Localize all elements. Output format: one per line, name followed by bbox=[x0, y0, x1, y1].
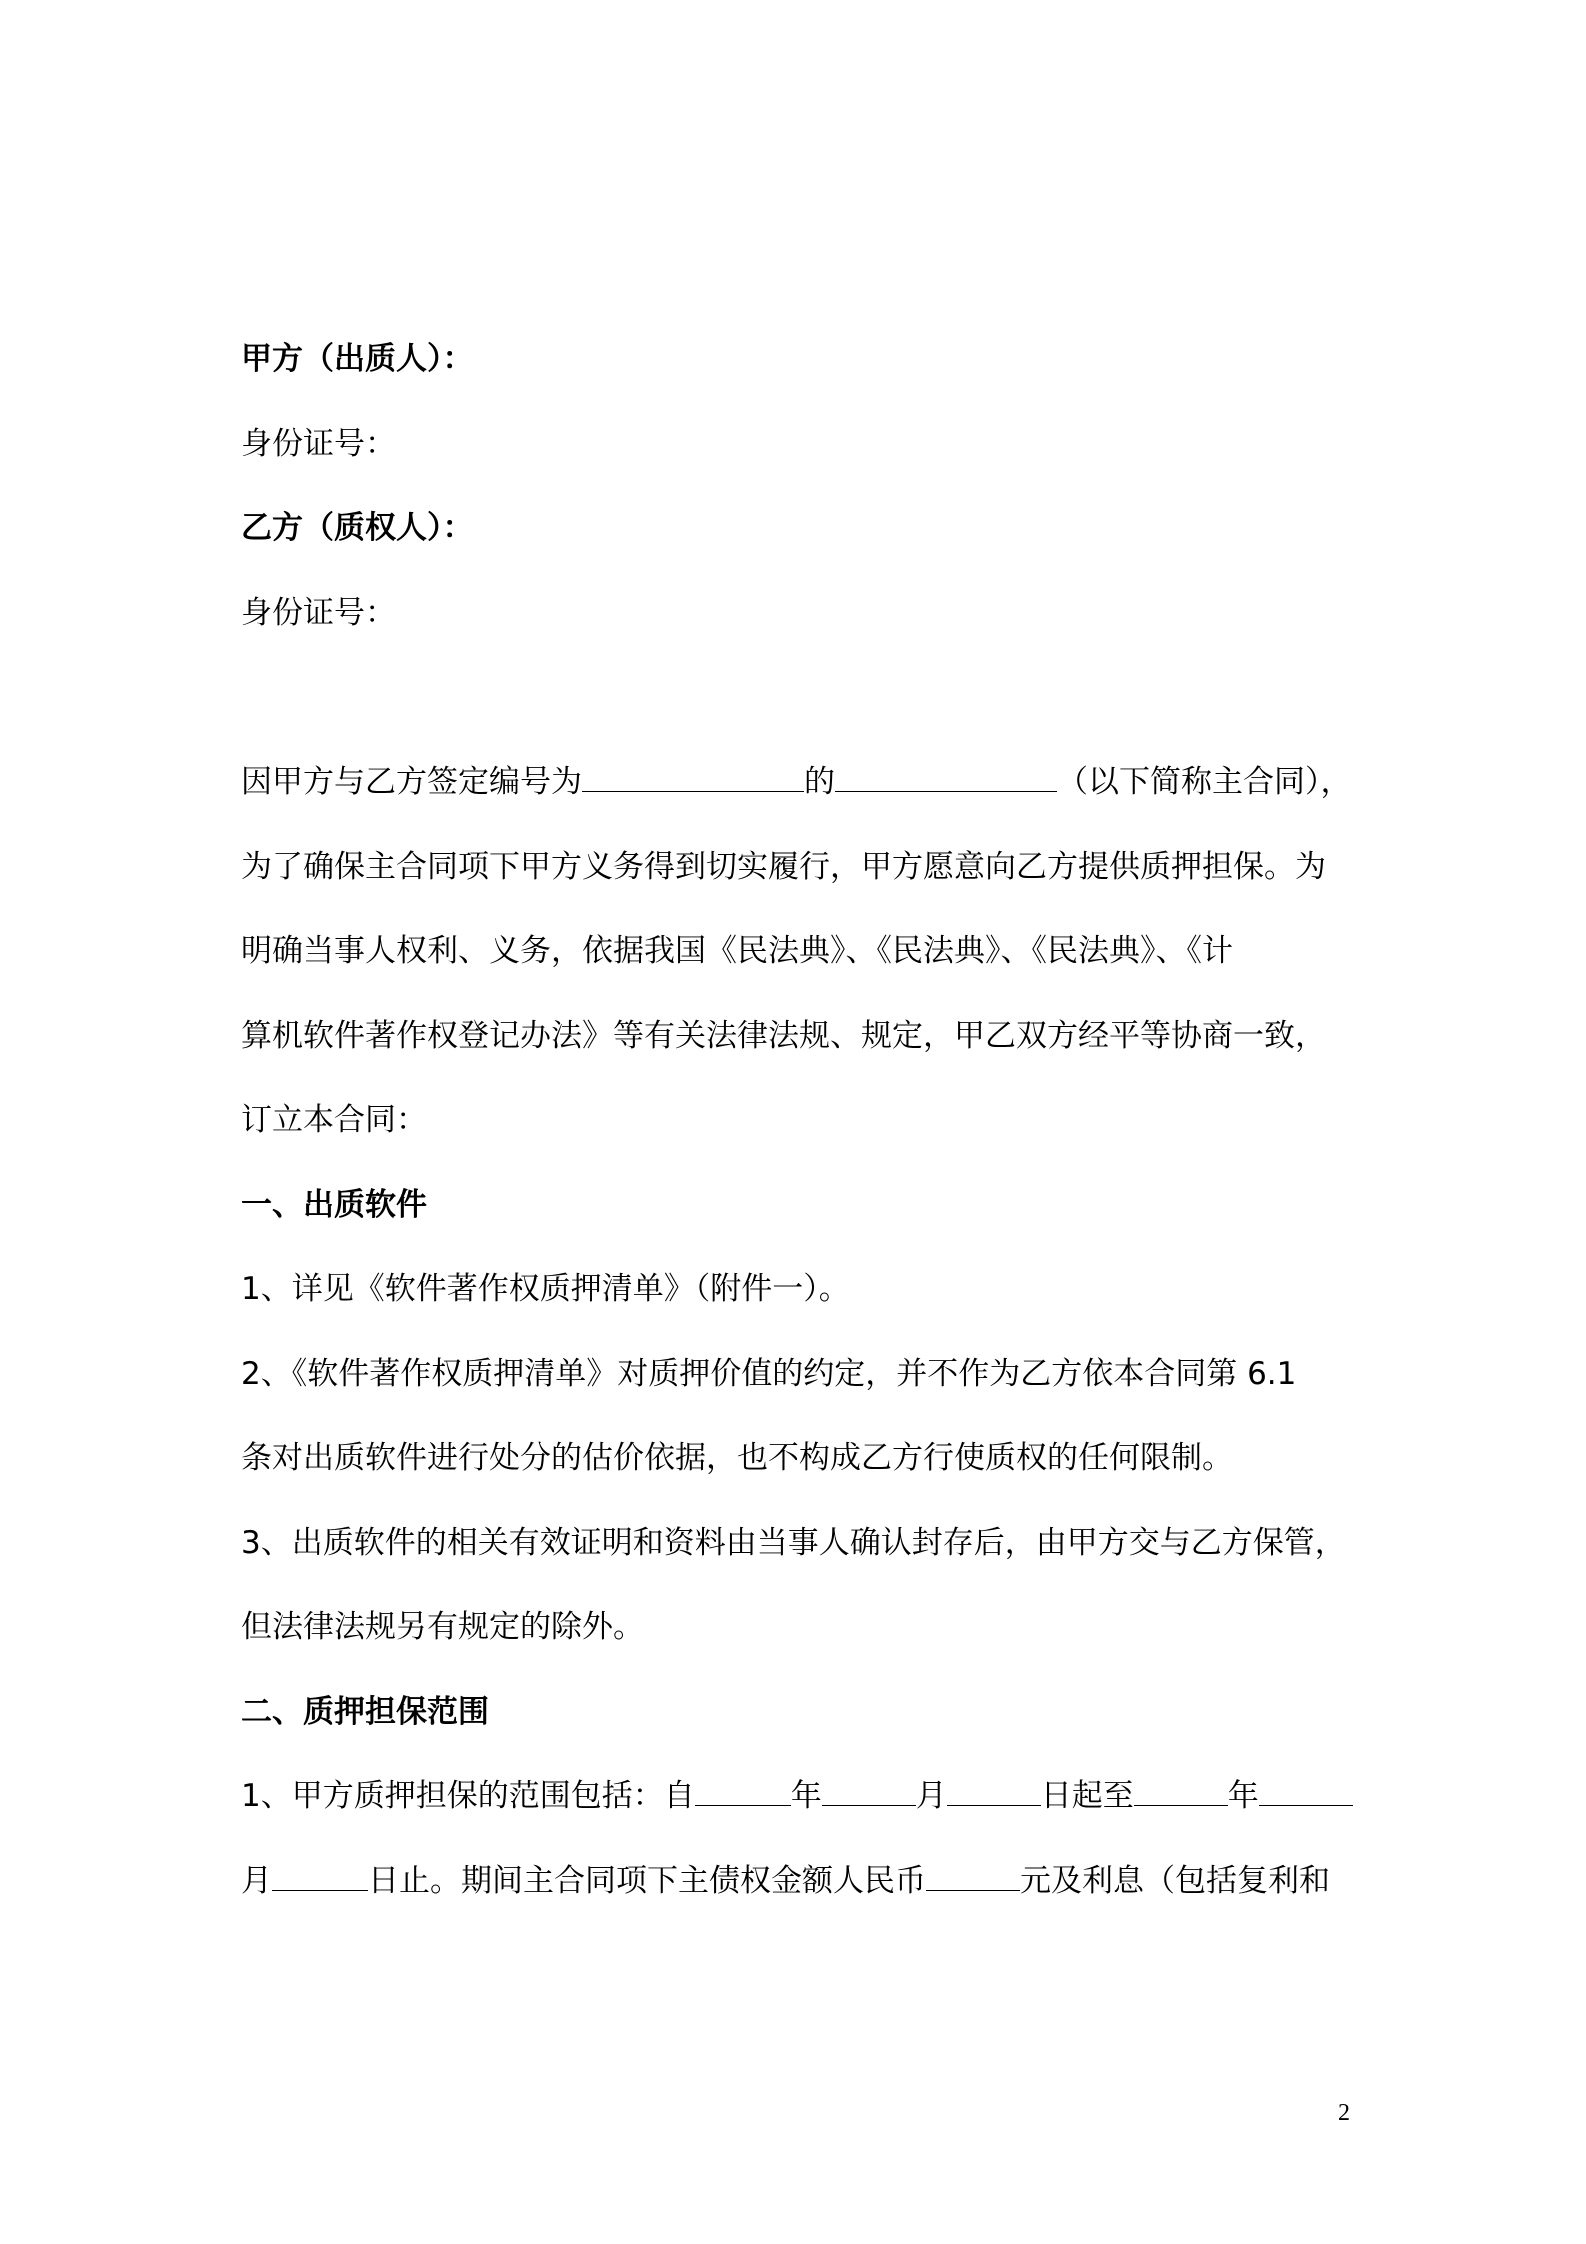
preamble-line-4: 算机软件著作权登记办法》等有关法律法规、规定，甲乙双方经平等协商一致， bbox=[241, 1018, 1326, 1054]
party-a-id-label: 身份证号： bbox=[241, 426, 396, 462]
section-2-text: 元及利息（包括复利和 bbox=[1020, 1863, 1330, 1899]
end-month-blank bbox=[1259, 1776, 1353, 1806]
preamble-text: 因甲方与乙方签定编号为 bbox=[241, 764, 582, 800]
section-2-text: 日止。期间主合同项下主债权金额人民币 bbox=[368, 1863, 926, 1899]
preamble-line-1 bbox=[241, 762, 1352, 802]
end-day-blank bbox=[272, 1861, 368, 1891]
section-1-item-2-line-1: 2、《软件著作权质押清单》对质押价值的约定，并不作为乙方依本合同第 6.1 bbox=[241, 1356, 1297, 1392]
section-1-item-3-line-2: 但法律法规另有规定的除外。 bbox=[241, 1609, 644, 1645]
preamble-line-5: 订立本合同： bbox=[241, 1102, 427, 1138]
section-1-item-1: 1、详见《软件著作权质押清单》（附件一）。 bbox=[241, 1271, 850, 1307]
preamble-text: 的 bbox=[804, 764, 835, 800]
section-2-text: 日起至 bbox=[1040, 1778, 1134, 1814]
section-1-heading: 一、出质软件 bbox=[241, 1187, 427, 1223]
section-1-item-3-line-1: 3、出质软件的相关有效证明和资料由当事人确认封存后，由甲方交与乙方保管， bbox=[241, 1525, 1346, 1561]
party-b-id-label: 身份证号： bbox=[241, 595, 396, 631]
page-number: 2 bbox=[1338, 2100, 1350, 2126]
section-2-item-1-line-2 bbox=[241, 1861, 1330, 1901]
start-month-blank bbox=[822, 1776, 916, 1806]
preamble-line-2: 为了确保主合同项下甲方义务得到切实履行，甲方愿意向乙方提供质押担保。为 bbox=[241, 849, 1326, 885]
section-2-text: 年 bbox=[1227, 1778, 1259, 1814]
section-2-text: 1、甲方质押担保的范围包括：自 bbox=[241, 1778, 695, 1814]
principal-amount-blank bbox=[926, 1861, 1020, 1891]
section-1-item-2-line-2: 条对出质软件进行处分的估价依据，也不构成乙方行使质权的任何限制。 bbox=[241, 1440, 1233, 1476]
contract-name-blank bbox=[835, 762, 1057, 792]
section-2-text: 月 bbox=[915, 1778, 947, 1814]
end-year-blank bbox=[1134, 1776, 1228, 1806]
contract-number-blank bbox=[582, 762, 804, 792]
start-year-blank bbox=[695, 1776, 791, 1806]
section-2-item-1-line-1 bbox=[241, 1776, 1353, 1816]
section-2-text: 年 bbox=[790, 1778, 822, 1814]
section-2-text: 月 bbox=[241, 1863, 272, 1899]
section-2-heading: 二、质押担保范围 bbox=[241, 1694, 489, 1730]
preamble-text: （以下简称主合同）， bbox=[1057, 764, 1352, 800]
preamble-line-3: 明确当事人权利、义务，依据我国《民法典》、《民法典》、《民法典》、《计 bbox=[241, 933, 1233, 969]
party-a-label: 甲方（出质人）： bbox=[241, 341, 474, 377]
start-day-blank bbox=[947, 1776, 1041, 1806]
party-b-label: 乙方（质权人）： bbox=[241, 510, 474, 546]
